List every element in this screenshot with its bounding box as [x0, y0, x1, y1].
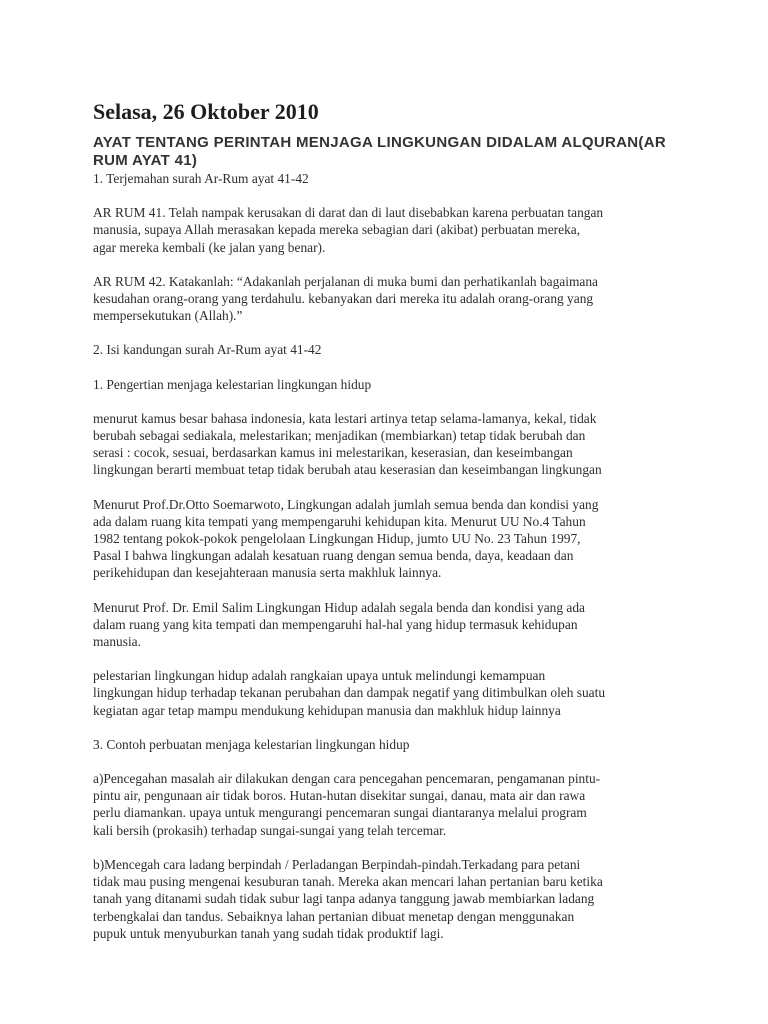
text-line: perlu diamankan. upaya untuk mengurangi pencemaran sungai diantaranya melalui program [93, 805, 587, 821]
paragraph [93, 856, 698, 942]
text-line: a)Pencegahan masalah air dilakukan dengan cara pencegahan pencemaran, pengamanan pintu- [93, 771, 601, 787]
text-line: kali bersih (prokasih) terhadap sungai-sungai yang telah tercemar. [93, 822, 447, 838]
paragraph [93, 770, 698, 839]
text-line: tanah yang ditanami sudah tidak subur lagi tanpa adanya tanggung jawab membiarkan ladang [93, 891, 595, 907]
text-line: 1. Pengertian menjaga kelestarian lingkungan hidup [93, 376, 372, 392]
paragraph [93, 599, 698, 651]
post-body [93, 170, 698, 942]
text-line: Menurut Prof.Dr.Otto Soemarwoto, Lingkungan adalah jumlah semua benda dan kondisi yang [93, 496, 599, 512]
text-line: Pasal I bahwa lingkungan adalah kesatuan ruang dengan semua benda, daya, keadaan dan [93, 548, 574, 564]
text-line: mempersekutukan (Allah).” [93, 308, 243, 324]
paragraph [93, 496, 698, 582]
text-line: ada dalam ruang kita tempati yang mempengaruhi kehidupan kita. Menurut UU No.4 Tahun [93, 513, 586, 529]
paragraph [93, 204, 698, 256]
text-line: Menurut Prof. Dr. Emil Salim Lingkungan Hidup adalah segala benda dan kondisi yang ada [93, 599, 586, 615]
text-line: 3. Contoh perbuatan menjaga kelestarian lingkungan hidup [93, 736, 410, 752]
text-line: pintu air, pengunaan air tidak boros. Hutan-hutan disekitar sungai, danau, mata air dan rawa [93, 788, 586, 804]
text-line: 1. Terjemahan surah Ar-Rum ayat 41-42 [93, 171, 309, 186]
text-line: manusia. [93, 634, 141, 650]
text-line: lingkungan berarti membuat tetap tidak berubah atau keserasian dan keseimbangan lingkungan [93, 462, 602, 478]
paragraph [93, 273, 698, 325]
text-line: berubah sebagai sediakala, melestarikan; menjadikan (membiarkan) tetap tidak berubah dan [93, 428, 586, 444]
text-line: perikehidupan dan kesejahteraan manusia serta makhluk lainnya. [93, 565, 442, 581]
text-line: pupuk untuk menyuburkan tanah yang sudah tidak produktif lagi. [93, 925, 444, 941]
text-line: kesudahan orang-orang yang terdahulu. kebanyakan dari mereka itu adalah orang-orang yang [93, 291, 594, 307]
text-line: 1982 tentang pokok-pokok pengelolaan Lingkungan Hidup, jumto UU No. 23 Tahun 1997, [93, 531, 581, 547]
text-line: tidak mau pusing mengenai kesuburan tanah. Mereka akan mencari lahan pertanian baru ketika [93, 874, 603, 890]
text-line: serasi : cocok, sesuai, berdasarkan kamus ini melestarikan, keserasian, dan keseimbangan [93, 445, 573, 461]
text-line: 2. Isi kandungan surah Ar-Rum ayat 41-42 [93, 342, 322, 358]
paragraph [93, 410, 698, 479]
text-line: terbengkalai dan tandus. Sebaiknya lahan pertanian dibuat menetap dengan menggunakan [93, 908, 575, 924]
paragraph [93, 736, 698, 753]
text-line: b)Mencegah cara ladang berpindah / Perladangan Berpindah-pindah.Terkadang para petani [93, 856, 581, 872]
text-line: AR RUM 41. Telah nampak kerusakan di darat dan di laut disebabkan karena perbuatan tangan [93, 205, 604, 221]
text-line: menurut kamus besar bahasa indonesia, kata lestari artinya tetap selama-lamanya, kekal, tidak [93, 410, 597, 426]
text-line: AR RUM 42. Katakanlah: “Adakanlah perjalanan di muka bumi dan perhatikanlah bagaimana [93, 273, 598, 289]
post-title: AYAT TENTANG PERINTAH MENJAGA LINGKUNGAN DIDALAM ALQURAN(AR RUM AYAT 41) [93, 134, 666, 169]
paragraph [93, 170, 698, 187]
text-line: manusia, supaya Allah merasakan kepada mereka sebagian dari (akibat) perbuatan mereka, [93, 222, 581, 238]
paragraph [93, 341, 698, 358]
text-line: kegiatan agar tetap mampu mendukung kehidupan manusia dan makhluk hidup lainnya [93, 702, 561, 718]
paragraph [93, 667, 698, 719]
text-line: agar mereka kembali (ke jalan yang benar). [93, 239, 326, 255]
post-date: Selasa, 26 Oktober 2010 [93, 99, 319, 124]
text-line: dalam ruang yang kita tempati dan mempengaruhi hal-hal yang hidup termasuk kehidupan [93, 616, 578, 632]
paragraph [93, 376, 698, 393]
text-line: lingkungan hidup terhadap tekanan perubahan dan dampak negatif yang ditimbulkan oleh suatu [93, 685, 606, 701]
text-line: pelestarian lingkungan hidup adalah rangkaian upaya untuk melindungi kemampuan [93, 668, 546, 684]
